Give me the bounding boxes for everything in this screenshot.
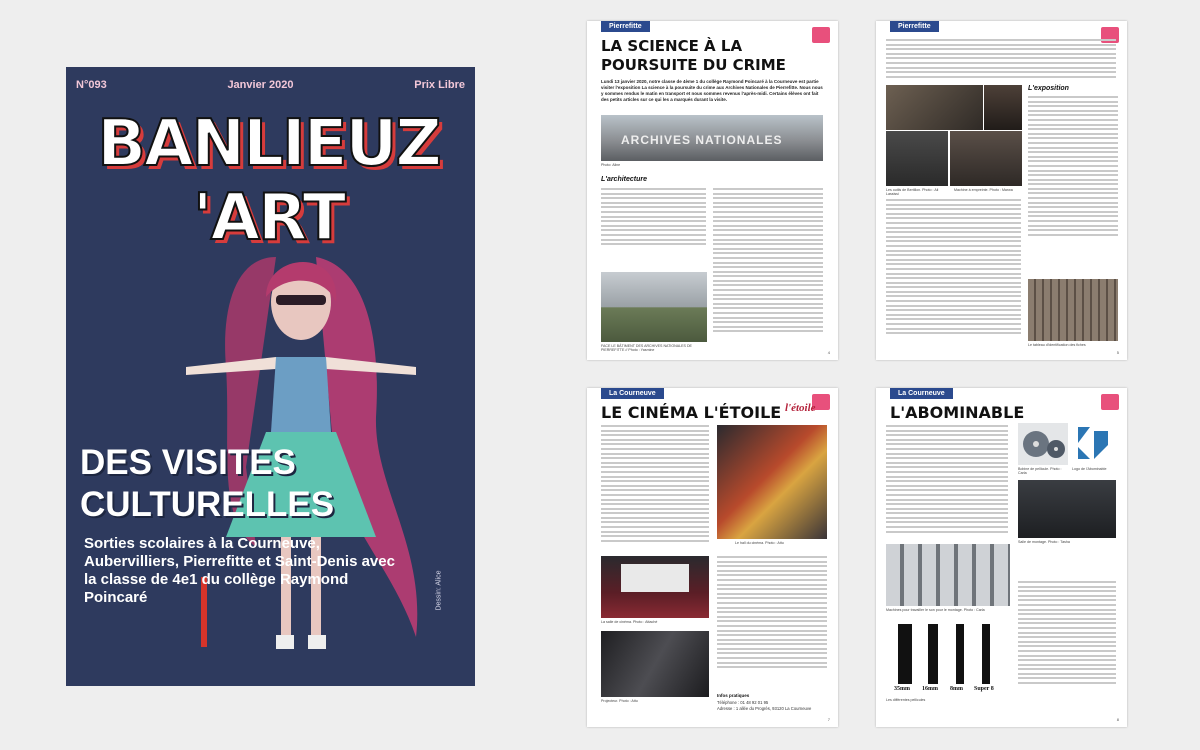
caption-logo: Logo de l'Abominable	[1072, 467, 1107, 471]
photo-sign-text: ARCHIVES NATIONALES	[621, 133, 783, 147]
issue-number: N°093	[76, 79, 107, 91]
issue-price: Prix Libre	[414, 79, 465, 91]
page-number: 8	[1116, 717, 1119, 722]
text-column-left	[601, 425, 709, 544]
film-label-8mm: 8mm	[950, 686, 963, 692]
section-tag: Pierrefitte	[890, 21, 939, 32]
caption-board: Le tableau d'identification des fiches	[1028, 343, 1086, 347]
cinema-logo: l'étoile	[785, 402, 816, 414]
cover-headline-line1: DES VISITES	[80, 443, 296, 482]
text-column-right	[713, 188, 823, 335]
film-label-super8: Super 8	[974, 686, 994, 692]
text-intro	[886, 39, 1116, 80]
page-lead: Lundi 13 janvier 2020, notre classe de 4ème 1 du collège Raymond Poincaré à la Courneuve est partie visiter l'exposition La science à la poursuite du crime aux Archives Nationales de Pierrefitte. Nous nous y sommes rendus le matin en transport et nous sommes revenus l'après-midi. Certains élèves ont fait des petits articles sur ce qui les a marqués durant la visite.	[601, 79, 823, 102]
section-tag: La Courneuve	[601, 388, 664, 399]
magazine-cover	[66, 67, 475, 686]
film-label-16mm: 16mm	[922, 686, 938, 692]
photo-exhibit-3	[950, 131, 1022, 186]
page-title: LA SCIENCE À LA POURSUITE DU CRIME	[601, 37, 786, 74]
caption-projector: Projecteur. Photo : Attu	[601, 699, 638, 703]
photo-sound-machines	[886, 544, 1010, 606]
film-label-35mm: 35mm	[894, 686, 910, 692]
photo-exhibit-2	[886, 131, 948, 186]
infos-address: Adresse : 1 allée du Progrès, 93120 La Courneuve	[717, 706, 812, 711]
caption-hall: Le hall du cinéma. Photo : Attu	[735, 541, 784, 545]
page-science-crime	[587, 21, 838, 360]
page-number: 5	[1116, 350, 1119, 355]
caption-bobines: Bobine de pellicule. Photo : Carla	[1018, 467, 1062, 475]
cover-headline-line2: CULTURELLES	[80, 485, 335, 524]
page-title: LE CINÉMA L'ÉTOILE	[601, 403, 782, 422]
text-column-right	[1028, 96, 1118, 238]
cover-headline	[80, 442, 334, 526]
section-heading: L'exposition	[1028, 85, 1069, 92]
caption-tools: Les outils de Bertillon. Photo : Ali Lassissi	[886, 188, 939, 196]
text-column-left	[601, 188, 706, 248]
photo-editing-room	[1018, 480, 1116, 538]
photo-identification-board	[1028, 279, 1118, 341]
caption-machines: Machines pour travailler le son pour le montage. Photo : Carla	[886, 608, 985, 612]
photo-projector	[601, 631, 709, 697]
photo-fingerprint-machine	[984, 85, 1022, 130]
cinema-screen	[621, 564, 689, 592]
text-column-right	[1018, 581, 1116, 687]
photo-archives-sign	[601, 115, 823, 161]
page-cinema-etoile	[587, 388, 838, 727]
cover-credit: Dessin: Alice	[435, 570, 443, 611]
text-column-left	[886, 199, 1021, 337]
section-tag: Pierrefitte	[601, 21, 650, 32]
photo-cinema-room	[601, 556, 709, 618]
section-heading: L'architecture	[601, 176, 648, 183]
section-tag: La Courneuve	[890, 388, 953, 399]
photo-film-reels	[1018, 423, 1068, 465]
caption-montage: Salle de montage. Photo : Tasha	[1018, 540, 1070, 544]
page-title: L'ABOMINABLE	[890, 403, 1025, 422]
text-column-right	[717, 556, 827, 671]
infos-heading: Infos pratiques	[717, 693, 750, 698]
page-exposition	[876, 21, 1127, 360]
page-number: 7	[827, 717, 830, 722]
photo-archives-building	[601, 272, 707, 342]
film-strip-16mm	[928, 624, 938, 684]
photo-cinema-hall	[717, 425, 827, 539]
caption-machine: Machine à empreinte. Photo : Marwa	[954, 188, 1013, 192]
page-number: 4	[827, 350, 830, 355]
film-strip-8mm	[956, 624, 964, 684]
page-abominable	[876, 388, 1127, 727]
caption-films: Les différentes pellicules	[886, 698, 926, 702]
infos-phone: Téléphone : 01 48 92 01 95	[717, 700, 769, 705]
caption-room: La salle de cinéma. Photo : Attaché	[601, 620, 658, 624]
photo-bertillon-tools	[886, 85, 983, 130]
photo-caption-building: FACE LE BÂTIMENT DES ARCHIVES NATIONALES DE PIERREFITTE // Photo : Yasmine	[601, 344, 692, 352]
photo-caption: Photo: Aline	[601, 163, 621, 167]
abominable-logo-icon	[1072, 423, 1114, 465]
cover-meta	[76, 79, 465, 91]
cover-subtitle: Sorties scolaires à la Courneuve, Aubervilliers, Pierrefitte et Saint-Denis avec la classe de 4e1 du collège Raymond Poincaré	[84, 535, 395, 606]
film-strip-35mm	[898, 624, 912, 684]
film-strip-super8	[982, 624, 990, 684]
text-column-left	[886, 425, 1008, 535]
magazine-brand-logo: BANLIEUZ 'ART	[97, 107, 440, 255]
issue-date: Janvier 2020	[227, 79, 294, 91]
magazine-mini-logo	[1101, 394, 1119, 410]
